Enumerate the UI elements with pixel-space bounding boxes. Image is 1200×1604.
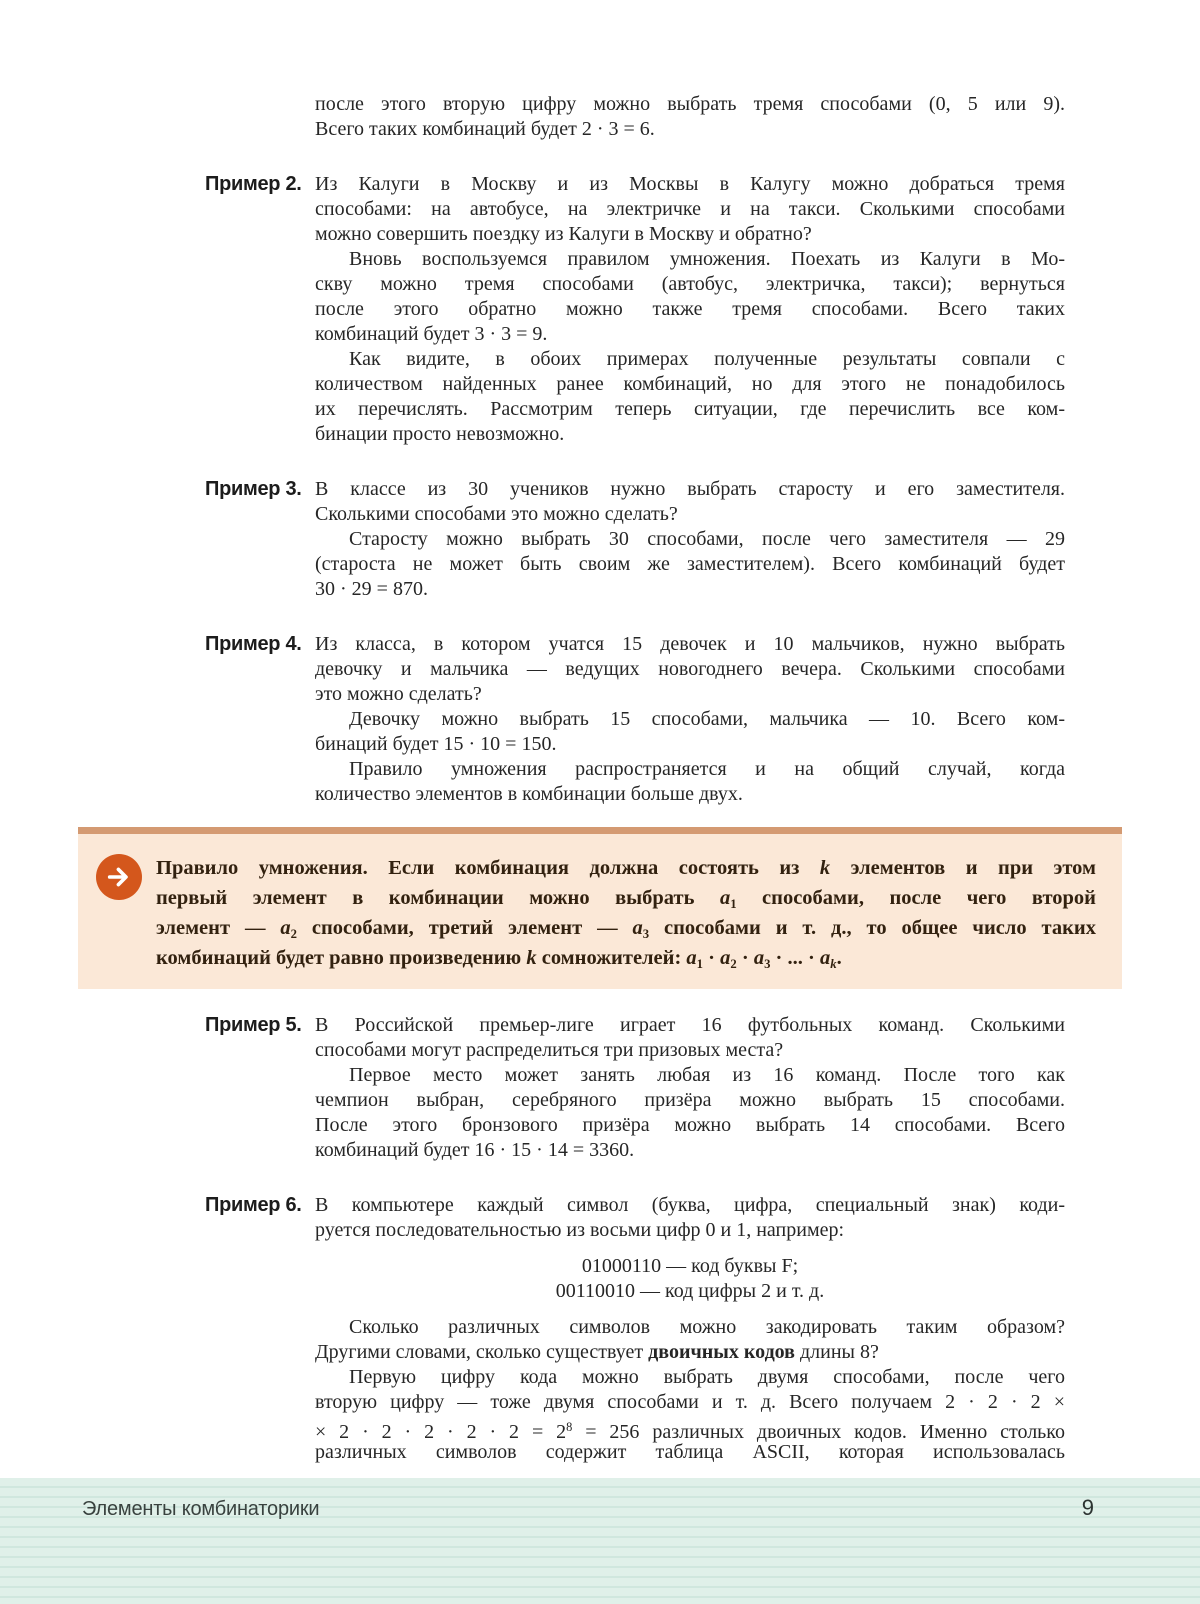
text-line: 00110010 — код цифры 2 и т. д. <box>555 1280 825 1302</box>
text-line: руется последовательностью из восьми цифр 0 и 1, например: <box>315 1219 845 1241</box>
text-line: скву можно тремя способами (автобус, электричка, такси); вернуться <box>315 273 1065 295</box>
example-label: Пример 2. <box>205 173 302 195</box>
example-block <box>205 632 1065 807</box>
text-line: комбинаций будет 3 · 3 = 9. <box>315 323 548 345</box>
text-line: В Российской премьер-лиге играет 16 футбольных команд. Сколькими <box>315 1014 1065 1036</box>
example-block <box>205 172 1065 447</box>
block-body <box>315 1193 1065 1465</box>
example-label: Пример 6. <box>205 1194 302 1216</box>
example-label: Пример 4. <box>205 633 302 655</box>
text-line: Из Калуги в Москву и из Москвы в Калугу можно добраться тремя <box>315 173 1065 195</box>
text-line: это можно сделать? <box>315 683 482 705</box>
text-line: После этого бронзового призёра можно выбрать 14 способами. Всего <box>315 1114 1065 1136</box>
text-line: Правило умножения распространяется и на общий случай, когда <box>349 758 1065 780</box>
text-line: Из класса, в котором учатся 15 девочек и 10 мальчиков, нужно выбрать <box>315 633 1065 655</box>
text-line: Сколькими способами это можно сделать? <box>315 503 678 525</box>
text-line: В классе из 30 учеников нужно выбрать старосту и его заместителя. <box>315 478 1065 500</box>
block-body <box>315 92 1065 142</box>
text-line: девочку и мальчика — ведущих новогоднего вечера. Сколькими способами <box>315 658 1065 680</box>
text-line: Как видите, в обоих примерах полученные результаты совпали с <box>349 348 1065 370</box>
footer-row <box>0 1478 1200 1521</box>
text-line: их перечислять. Рассмотрим теперь ситуации, где перечислить все ком- <box>315 398 1065 420</box>
text-line: способами: на автобусе, на электричке и на такси. Сколькими способами <box>315 198 1065 220</box>
text-line: Старосту можно выбрать 30 способами, после чего заместителя — 29 <box>349 528 1065 550</box>
footer-section-title: Элементы комбинаторики <box>82 1498 320 1520</box>
text-line: после этого обратно можно также тремя способами. Всего таких <box>315 298 1065 320</box>
block-body <box>315 1013 1065 1163</box>
text-line: Всего таких комбинаций будет 2 · 3 = 6. <box>315 118 655 140</box>
arrow-icon <box>96 854 142 900</box>
text-line: элемент — a2 способами, третий элемент — a3 способами и т. д., то общее число таких <box>156 917 1096 942</box>
text-line: количеством найденных ранее комбинаций, но для этого не понадобилось <box>315 373 1065 395</box>
text-line: после этого вторую цифру можно выбрать тремя способами (0, 5 или 9). <box>315 93 1065 115</box>
rule-box-text <box>156 853 1096 973</box>
text-line: × $2 \cdot 2 \cdot 2 \cdot 2 \cdot 2 = 2^8 = 256$ различных двоичных кодов. Именно столько <box>315 1420 1066 1443</box>
paragraph-block <box>205 92 1065 142</box>
text-line: вторую цифру — тоже двумя способами и т. д. Всего получаем 2 · 2 · 2 × <box>315 1391 1065 1413</box>
text-line: 01000110 — код буквы F; <box>581 1255 799 1277</box>
text-line: Другими словами, сколько существует двоичных кодов длины 8? <box>315 1341 879 1363</box>
text-line: различных символов содержит таблица ASCII, которая использовалась <box>315 1441 1065 1463</box>
text-line: 30 · 29 = 870. <box>315 578 428 600</box>
text-line: первый элемент в комбинации можно выбрать a1 способами, после чего второй <box>156 887 1096 912</box>
example-block <box>205 477 1065 602</box>
text-line: Сколько различных символов можно закодировать таким образом? <box>349 1316 1065 1338</box>
example-label: Пример 5. <box>205 1014 302 1036</box>
text-line: В компьютере каждый символ (буква, цифра, специальный знак) коди- <box>315 1194 1065 1216</box>
example-block <box>205 1013 1065 1163</box>
block-body <box>315 632 1065 807</box>
rule-box <box>78 827 1122 989</box>
text-line: количество элементов в комбинации больше двух. <box>315 783 743 805</box>
text-line: чемпион выбран, серебряного призёра можно выбрать 15 способами. <box>315 1089 1065 1111</box>
text-line: Вновь воспользуемся правилом умножения. Поехать из Калуги в Мо- <box>349 248 1065 270</box>
footer-page-number: 9 <box>1081 1495 1094 1520</box>
example-block <box>205 1193 1065 1465</box>
text-line: способами могут распределиться три призовых места? <box>315 1039 784 1061</box>
example-label: Пример 3. <box>205 478 302 500</box>
text-line: (староста не может быть своим же заместителем). Всего комбинаций будет <box>315 553 1065 575</box>
text-line: Правило умножения. Если комбинация должна состоять из k элементов и при этом <box>156 857 1097 879</box>
text-line: можно совершить поездку из Калуги в Москву и обратно? <box>315 223 812 245</box>
page-footer <box>0 1478 1200 1604</box>
text-line: бинации просто невозможно. <box>315 423 565 445</box>
text-line: бинаций будет 15 · 10 = 150. <box>315 733 557 755</box>
text-line: комбинаций будет равно произведению k сомножителей: a1 · a2 · a3 · ... · ak. <box>156 947 842 972</box>
text-line: Девочку можно выбрать 15 способами, мальчика — 10. Всего ком- <box>349 708 1065 730</box>
text-line: комбинаций будет 16 · 15 · 14 = 3360. <box>315 1139 635 1161</box>
block-body <box>315 172 1065 447</box>
block-body <box>315 477 1065 602</box>
text-line: Первую цифру кода можно выбрать двумя способами, после чего <box>349 1366 1065 1388</box>
text-line: Первое место может занять любая из 16 команд. После того как <box>349 1064 1065 1086</box>
